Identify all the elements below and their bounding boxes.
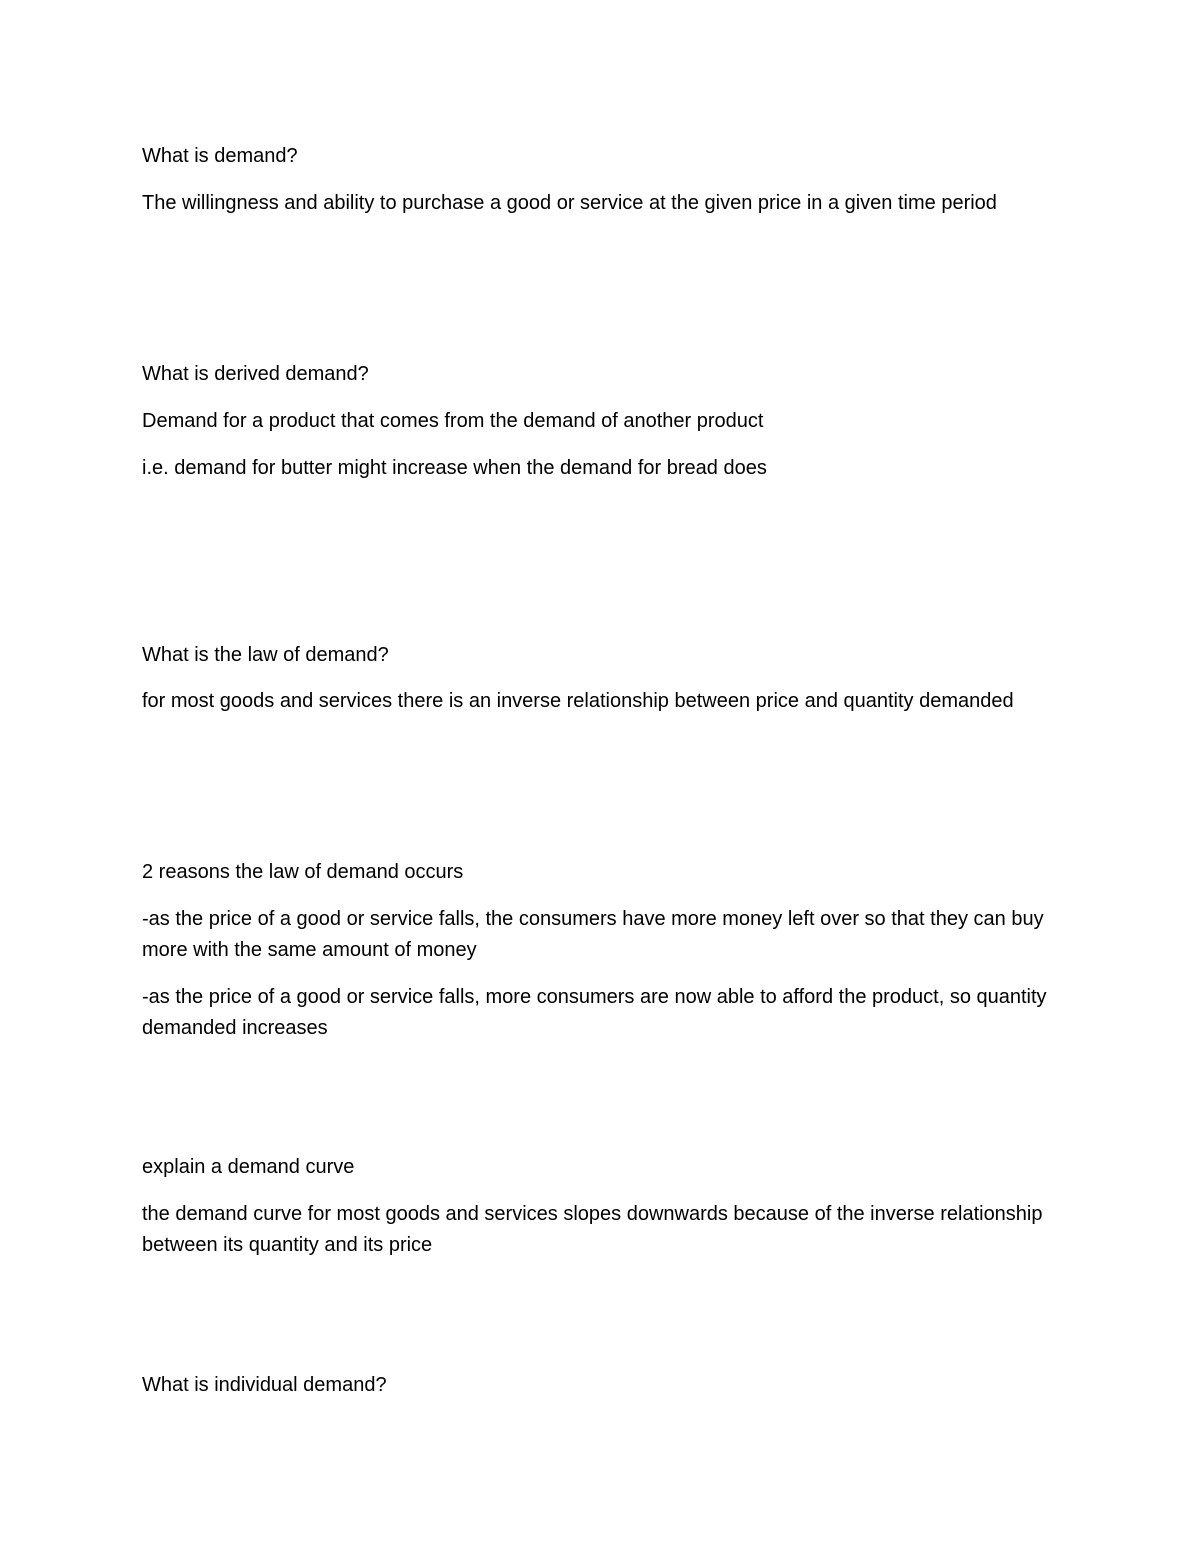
answer-law-of-demand: for most goods and services there is an inverse relationship between price and quantity demanded [142, 690, 1014, 712]
question-demand-curve: explain a demand curve [142, 1156, 355, 1178]
example-derived-demand: i.e. demand for butter might increase when the demand for bread does [142, 457, 767, 479]
question-reasons-law-of-demand: 2 reasons the law of demand occurs [142, 861, 464, 883]
reason-two: -as the price of a good or service falls, more consumers are now able to afford the product, so quantity demanded increases [142, 986, 1047, 1039]
question-derived-demand: What is derived demand? [142, 363, 369, 385]
question-individual-demand: What is individual demand? [142, 1374, 387, 1396]
reason-one: -as the price of a good or service falls, the consumers have more money left over so that they can buy more with the same amount of money [142, 908, 1044, 961]
answer-demand-curve: the demand curve for most goods and services slopes downwards because of the inverse relationship between its quantity and its price [142, 1203, 1043, 1256]
question-what-is-demand: What is demand? [142, 145, 298, 167]
answer-what-is-demand: The willingness and ability to purchase a good or service at the given price in a given time period [142, 192, 997, 214]
answer-derived-demand: Demand for a product that comes from the demand of another product [142, 410, 764, 432]
question-law-of-demand: What is the law of demand? [142, 644, 389, 666]
